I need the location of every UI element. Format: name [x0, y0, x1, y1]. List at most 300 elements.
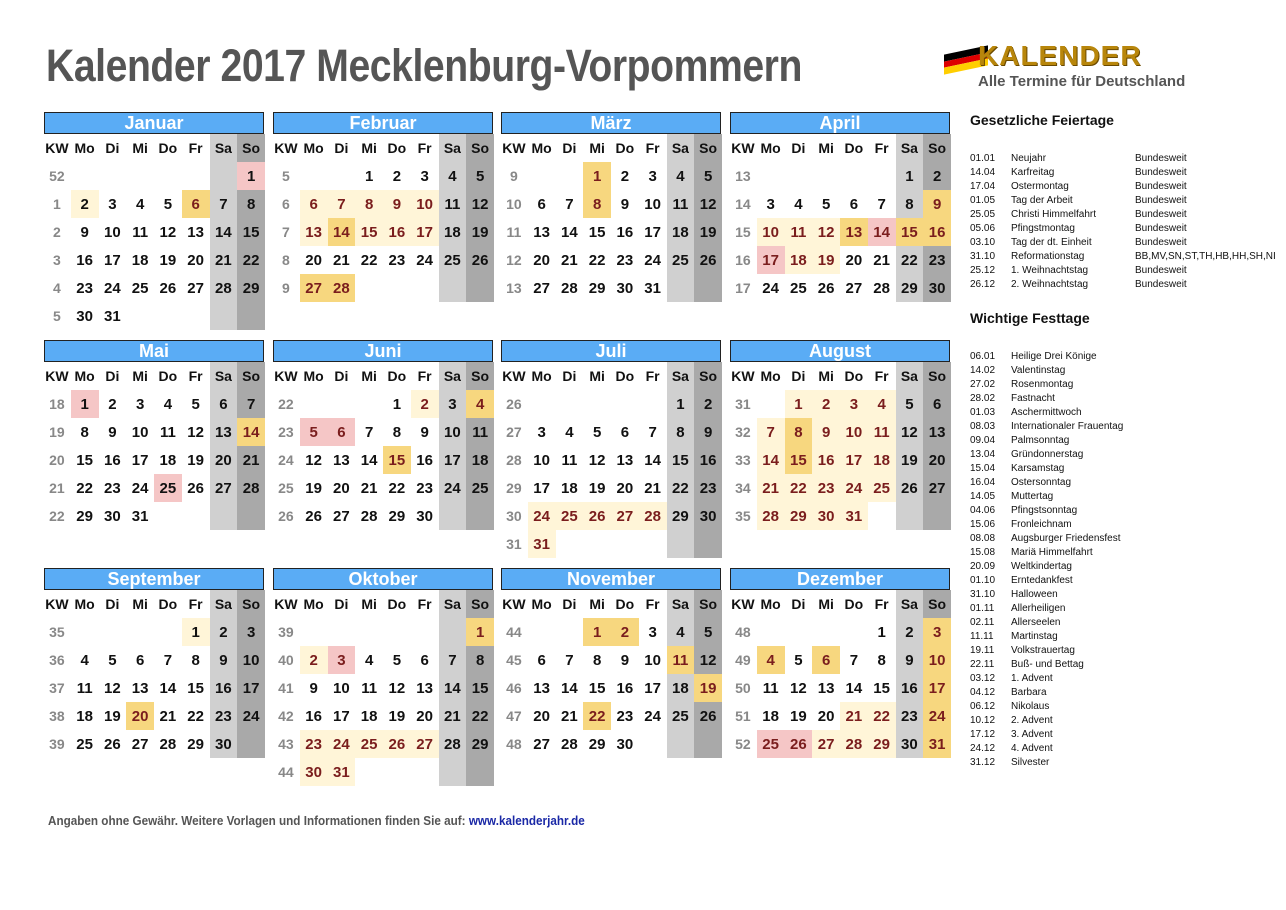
weekday-header: Mi — [361, 368, 377, 384]
day-cell: 20 — [416, 707, 433, 725]
weekday-header: Mo — [74, 368, 95, 384]
day-cell: 3 — [439, 390, 467, 418]
day-cell: 13 — [533, 223, 550, 241]
holidays-list — [970, 152, 1286, 292]
weekday-header: Mo — [531, 140, 552, 156]
empty-cell — [411, 274, 439, 302]
festival-name: Fronleichnam — [1011, 519, 1072, 530]
day-cell: 13 — [840, 218, 868, 246]
weekday-header: Di — [105, 368, 120, 384]
day-cell: 11 — [785, 218, 813, 246]
weekday-header: KW — [45, 596, 69, 612]
day-cell: 28 — [757, 502, 785, 530]
empty-cell — [154, 618, 182, 646]
day-cell: 18 — [667, 218, 695, 246]
day-cell: 4 — [565, 423, 574, 441]
day-cell: 6 — [328, 418, 356, 446]
day-cell: 29 — [466, 730, 494, 758]
weekday-header: Sa — [439, 134, 467, 162]
day-cell: 16 — [305, 707, 322, 725]
week-number: 50 — [735, 680, 751, 696]
day-cell: 11 — [439, 190, 467, 218]
weekday-header: KW — [274, 596, 298, 612]
day-cell: 23 — [388, 251, 406, 269]
week-number: 44 — [506, 624, 522, 640]
day-cell: 9 — [80, 223, 89, 241]
day-cell: 15 — [588, 223, 606, 241]
weekday-header: Fr — [645, 368, 660, 384]
day-cell: 15 — [237, 218, 265, 246]
day-cell: 14 — [328, 218, 356, 246]
sidebar — [970, 112, 1286, 770]
day-cell: 26 — [305, 507, 322, 525]
weekday-header: So — [923, 590, 951, 618]
week-number: 22 — [49, 508, 65, 524]
day-cell: 5 — [466, 162, 494, 190]
day-cell: 16 — [416, 451, 433, 469]
day-cell: 2 — [896, 618, 924, 646]
weekday-header: Mo — [303, 368, 324, 384]
empty-cell — [868, 502, 896, 530]
festival-date: 06.12 — [970, 701, 996, 712]
holiday-region: Bundesweit — [1135, 223, 1187, 234]
day-cell: 2 — [694, 390, 722, 418]
day-cell: 20 — [923, 446, 951, 474]
day-cell: 27 — [300, 274, 328, 302]
empty-cell — [182, 502, 210, 530]
day-cell: 26 — [817, 279, 835, 297]
festival-name: Allerseelen — [1011, 617, 1061, 628]
day-cell: 3 — [648, 623, 657, 641]
holiday-region: BB,MV,SN,ST,TH,HB,HH,SH,NI — [1135, 251, 1276, 262]
week-number: 9 — [281, 280, 290, 296]
holiday-region: Bundesweit — [1135, 209, 1187, 220]
week-number: 2 — [52, 224, 61, 240]
day-cell: 21 — [840, 702, 868, 730]
day-cell: 22 — [583, 702, 611, 730]
day-cell: 26 — [383, 730, 411, 758]
day-cell: 3 — [420, 167, 429, 185]
day-cell: 22 — [360, 251, 378, 269]
festival-date: 31.10 — [970, 589, 996, 600]
festival-date: 01.03 — [970, 407, 996, 418]
day-cell: 26 — [466, 246, 494, 274]
day-cell: 21 — [237, 446, 265, 474]
weekday-header: Fr — [188, 596, 203, 612]
empty-cell — [583, 530, 611, 558]
weekday-header: Mi — [361, 140, 377, 156]
day-cell: 1 — [583, 162, 611, 190]
day-cell: 13 — [187, 223, 204, 241]
week-number: 32 — [735, 424, 751, 440]
holiday-date: 03.10 — [970, 237, 996, 248]
month-9 — [272, 568, 494, 786]
festival-name: Buß- und Bettag — [1011, 659, 1084, 670]
day-cell: 22 — [388, 479, 406, 497]
day-cell: 25 — [868, 474, 896, 502]
day-cell: 16 — [210, 674, 238, 702]
day-cell: 7 — [565, 651, 574, 669]
empty-cell — [667, 530, 695, 558]
festival-name: 2. Advent — [1011, 715, 1053, 726]
day-cell: 7 — [849, 651, 859, 669]
day-cell: 11 — [667, 646, 695, 674]
day-cell: 20 — [817, 707, 835, 725]
festival-name: Aschermittwoch — [1011, 407, 1082, 418]
empty-cell — [355, 390, 383, 418]
week-number: 5 — [52, 308, 61, 324]
weekday-header: Di — [105, 140, 120, 156]
month-header: Dezember — [730, 568, 950, 590]
weekday-header: Di — [791, 140, 806, 156]
day-cell: 14 — [644, 451, 661, 469]
empty-cell — [383, 618, 411, 646]
week-number: 39 — [49, 736, 65, 752]
day-cell: 30 — [210, 730, 238, 758]
festival-row — [970, 392, 1286, 406]
day-cell: 28 — [561, 279, 578, 297]
day-cell: 6 — [537, 651, 546, 669]
holiday-date: 01.01 — [970, 153, 996, 164]
day-cell: 4 — [868, 390, 896, 418]
day-cell: 22 — [237, 246, 265, 274]
empty-cell — [328, 162, 356, 190]
month-header: November — [501, 568, 721, 590]
holiday-date: 14.04 — [970, 167, 996, 178]
day-cell: 3 — [108, 195, 117, 213]
empty-cell — [812, 618, 840, 646]
weekday-header: Mi — [132, 140, 148, 156]
footer-link[interactable]: www.kalenderjahr.de — [468, 813, 585, 828]
day-cell: 7 — [210, 190, 238, 218]
day-cell: 26 — [187, 479, 204, 497]
week-number: 52 — [49, 168, 65, 184]
holiday-row — [970, 278, 1286, 292]
week-number: 6 — [281, 196, 290, 212]
day-cell: 5 — [108, 651, 117, 669]
festival-date: 02.11 — [970, 617, 995, 628]
day-cell: 25 — [757, 730, 785, 758]
weekday-header: So — [923, 362, 951, 390]
day-cell: 2 — [210, 618, 238, 646]
week-number: 33 — [735, 452, 751, 468]
day-cell: 19 — [104, 707, 121, 725]
day-cell: 24 — [644, 251, 661, 269]
empty-cell — [639, 390, 667, 418]
week-number: 44 — [278, 764, 294, 780]
week-number: 20 — [49, 452, 65, 468]
holiday-date: 25.12 — [970, 265, 996, 276]
day-cell: 21 — [159, 707, 177, 725]
day-cell: 18 — [159, 451, 177, 469]
week-number: 38 — [49, 708, 65, 724]
day-cell: 16 — [76, 251, 93, 269]
festivals-heading: Wichtige Festtage — [970, 310, 1090, 326]
holiday-name: Ostermontag — [1011, 181, 1069, 192]
month-header: August — [730, 340, 950, 362]
festival-name: Internationaler Frauentag — [1011, 421, 1124, 432]
festival-row — [970, 532, 1286, 546]
day-cell: 24 — [762, 279, 779, 297]
empty-cell — [757, 162, 785, 190]
empty-cell — [785, 162, 813, 190]
weekday-header: Mi — [818, 596, 834, 612]
day-cell: 15 — [873, 679, 890, 697]
day-cell: 1 — [896, 162, 924, 190]
week-number: 28 — [506, 452, 522, 468]
festival-row — [970, 574, 1286, 588]
festival-date: 06.01 — [970, 351, 996, 362]
empty-cell — [528, 618, 556, 646]
weekday-header: So — [237, 590, 265, 618]
festival-row — [970, 616, 1286, 630]
day-cell: 16 — [616, 223, 634, 241]
holiday-region: Bundesweit — [1135, 279, 1187, 290]
day-cell: 23 — [300, 730, 328, 758]
day-cell: 16 — [812, 446, 840, 474]
day-cell: 8 — [592, 651, 602, 669]
day-cell: 9 — [694, 418, 722, 446]
day-cell: 12 — [159, 223, 177, 241]
day-cell: 21 — [360, 479, 378, 497]
festival-date: 08.03 — [970, 421, 996, 432]
festival-date: 15.04 — [970, 463, 996, 474]
day-cell: 9 — [620, 651, 630, 669]
festival-name: Barbara — [1011, 687, 1047, 698]
month-7 — [729, 340, 951, 530]
week-number: 49 — [735, 652, 751, 668]
day-cell: 9 — [210, 646, 238, 674]
empty-cell — [556, 162, 584, 190]
day-cell: 4 — [466, 390, 494, 418]
day-cell: 14 — [159, 679, 177, 697]
day-cell: 31 — [840, 502, 868, 530]
day-cell: 20 — [533, 707, 550, 725]
day-cell: 12 — [388, 679, 406, 697]
festival-row — [970, 378, 1286, 392]
week-number: 15 — [735, 224, 751, 240]
day-cell: 8 — [785, 418, 813, 446]
empty-cell — [785, 618, 813, 646]
festival-date: 17.12 — [970, 729, 996, 740]
empty-cell — [694, 530, 722, 558]
festival-row — [970, 546, 1286, 560]
day-cell: 11 — [159, 423, 176, 441]
day-cell: 9 — [420, 423, 429, 441]
empty-cell — [71, 618, 99, 646]
festival-name: Heilige Drei Könige — [1011, 351, 1097, 362]
weekday-header: Mo — [303, 140, 324, 156]
week-number: 16 — [735, 252, 751, 268]
day-cell: 26 — [785, 730, 813, 758]
day-cell: 25 — [667, 246, 695, 274]
day-cell: 28 — [210, 274, 238, 302]
day-cell: 25 — [667, 702, 695, 730]
empty-cell — [868, 162, 896, 190]
day-cell: 23 — [104, 479, 121, 497]
weekday-header: So — [466, 134, 494, 162]
week-number: 52 — [735, 736, 751, 752]
day-cell: 11 — [762, 679, 779, 697]
festival-date: 01.11 — [970, 603, 995, 614]
day-cell: 16 — [923, 218, 951, 246]
footer-text: Angaben ohne Gewähr. Weitere Vorlagen und Informationen finden Sie auf: — [48, 813, 469, 828]
holiday-name: 1. Weihnachtstag — [1011, 265, 1089, 276]
day-cell: 17 — [923, 674, 951, 702]
day-cell: 17 — [411, 218, 439, 246]
festival-name: Rosenmontag — [1011, 379, 1074, 390]
day-cell: 8 — [355, 190, 383, 218]
festival-name: Fastnacht — [1011, 393, 1055, 404]
day-cell: 6 — [812, 646, 840, 674]
day-cell: 19 — [187, 451, 204, 469]
week-number: 41 — [278, 680, 294, 696]
weekday-header: Mi — [589, 596, 605, 612]
weekday-header: Do — [158, 368, 178, 384]
day-cell: 19 — [466, 218, 494, 246]
day-cell: 12 — [466, 190, 494, 218]
week-number: 40 — [278, 652, 294, 668]
festival-row — [970, 350, 1286, 364]
day-cell: 27 — [923, 474, 951, 502]
festival-name: Weltkindertag — [1011, 561, 1072, 572]
empty-cell — [355, 758, 383, 786]
empty-cell — [300, 618, 328, 646]
day-cell: 21 — [439, 702, 467, 730]
day-cell: 19 — [896, 446, 924, 474]
holiday-row — [970, 222, 1286, 236]
day-cell: 13 — [210, 418, 238, 446]
day-cell: 6 — [135, 651, 145, 669]
day-cell: 19 — [694, 674, 722, 702]
day-cell: 21 — [644, 479, 661, 497]
day-cell: 23 — [416, 479, 433, 497]
festival-date: 13.04 — [970, 449, 996, 460]
day-cell: 22 — [667, 474, 695, 502]
week-number: 14 — [735, 196, 751, 212]
weekday-header: So — [237, 362, 265, 390]
day-cell: 24 — [644, 707, 661, 725]
day-cell: 23 — [210, 702, 238, 730]
logo-tagline: Alle Termine für Deutschland — [978, 73, 1186, 90]
festival-date: 04.12 — [970, 687, 996, 698]
day-cell: 24 — [528, 502, 556, 530]
day-cell: 2 — [300, 646, 328, 674]
month-10 — [500, 568, 722, 758]
day-cell: 22 — [785, 474, 813, 502]
day-cell: 7 — [877, 195, 886, 213]
month-0 — [43, 112, 265, 330]
empty-cell — [182, 162, 210, 190]
festival-name: Augsburger Friedensfest — [1011, 533, 1121, 544]
week-number: 26 — [278, 508, 294, 524]
festival-name: Valentinstag — [1011, 365, 1066, 376]
empty-cell — [439, 502, 467, 530]
day-cell: 24 — [104, 279, 121, 297]
week-number: 13 — [506, 280, 522, 296]
holiday-name: Tag der dt. Einheit — [1011, 237, 1092, 248]
day-cell: 24 — [328, 730, 356, 758]
week-number: 17 — [735, 280, 751, 296]
day-cell: 27 — [210, 474, 238, 502]
day-cell: 14 — [439, 674, 467, 702]
day-cell: 10 — [644, 651, 661, 669]
day-cell: 26 — [694, 246, 722, 274]
weekday-header: Sa — [667, 362, 695, 390]
day-cell: 27 — [611, 502, 639, 530]
empty-cell — [328, 618, 356, 646]
day-cell: 13 — [616, 451, 634, 469]
weekday-header: Mo — [531, 368, 552, 384]
day-cell: 28 — [439, 730, 467, 758]
day-cell: 8 — [877, 651, 886, 669]
day-cell: 15 — [785, 446, 813, 474]
month-header: September — [44, 568, 264, 590]
empty-cell — [639, 730, 667, 758]
festival-date: 11.11 — [970, 631, 994, 642]
day-cell: 25 — [154, 474, 182, 502]
empty-cell — [383, 758, 411, 786]
day-cell: 10 — [840, 418, 868, 446]
day-cell: 17 — [533, 479, 550, 497]
day-cell: 6 — [420, 651, 429, 669]
day-cell: 6 — [210, 390, 238, 418]
day-cell: 26 — [159, 279, 177, 297]
week-number: 46 — [506, 680, 522, 696]
day-cell: 12 — [104, 679, 121, 697]
logo[interactable] — [944, 40, 1224, 98]
empty-cell — [383, 274, 411, 302]
month-4 — [43, 340, 265, 530]
weekday-header: Mo — [760, 368, 781, 384]
day-cell: 19 — [790, 707, 807, 725]
festival-row — [970, 462, 1286, 476]
weekday-header: Do — [158, 140, 178, 156]
weekday-header: KW — [731, 140, 755, 156]
empty-cell — [237, 302, 265, 330]
festival-row — [970, 518, 1286, 532]
festival-name: Nikolaus — [1011, 701, 1050, 712]
festivals-list — [970, 350, 1286, 770]
empty-cell — [210, 302, 238, 330]
day-cell: 3 — [135, 395, 145, 413]
weekday-header: KW — [502, 596, 526, 612]
day-cell: 18 — [131, 251, 149, 269]
day-cell: 2 — [108, 395, 117, 413]
day-cell: 31 — [644, 279, 661, 297]
day-cell: 19 — [812, 246, 840, 274]
weekday-header: Di — [334, 368, 349, 384]
holiday-region: Bundesweit — [1135, 153, 1187, 164]
holiday-region: Bundesweit — [1135, 167, 1187, 178]
day-cell: 18 — [667, 674, 695, 702]
day-cell: 20 — [305, 251, 322, 269]
day-cell: 19 — [588, 479, 606, 497]
empty-cell — [411, 618, 439, 646]
holidays-heading: Gesetzliche Feiertage — [970, 112, 1114, 128]
empty-cell — [126, 618, 154, 646]
festival-row — [970, 406, 1286, 420]
day-cell: 5 — [163, 195, 173, 213]
weekday-header: Do — [615, 368, 635, 384]
day-cell: 14 — [757, 446, 785, 474]
month-6 — [500, 340, 722, 558]
day-cell: 27 — [812, 730, 840, 758]
day-cell: 5 — [794, 651, 803, 669]
weekday-header: Sa — [896, 362, 924, 390]
day-cell: 1 — [364, 167, 374, 185]
day-cell: 4 — [80, 651, 89, 669]
